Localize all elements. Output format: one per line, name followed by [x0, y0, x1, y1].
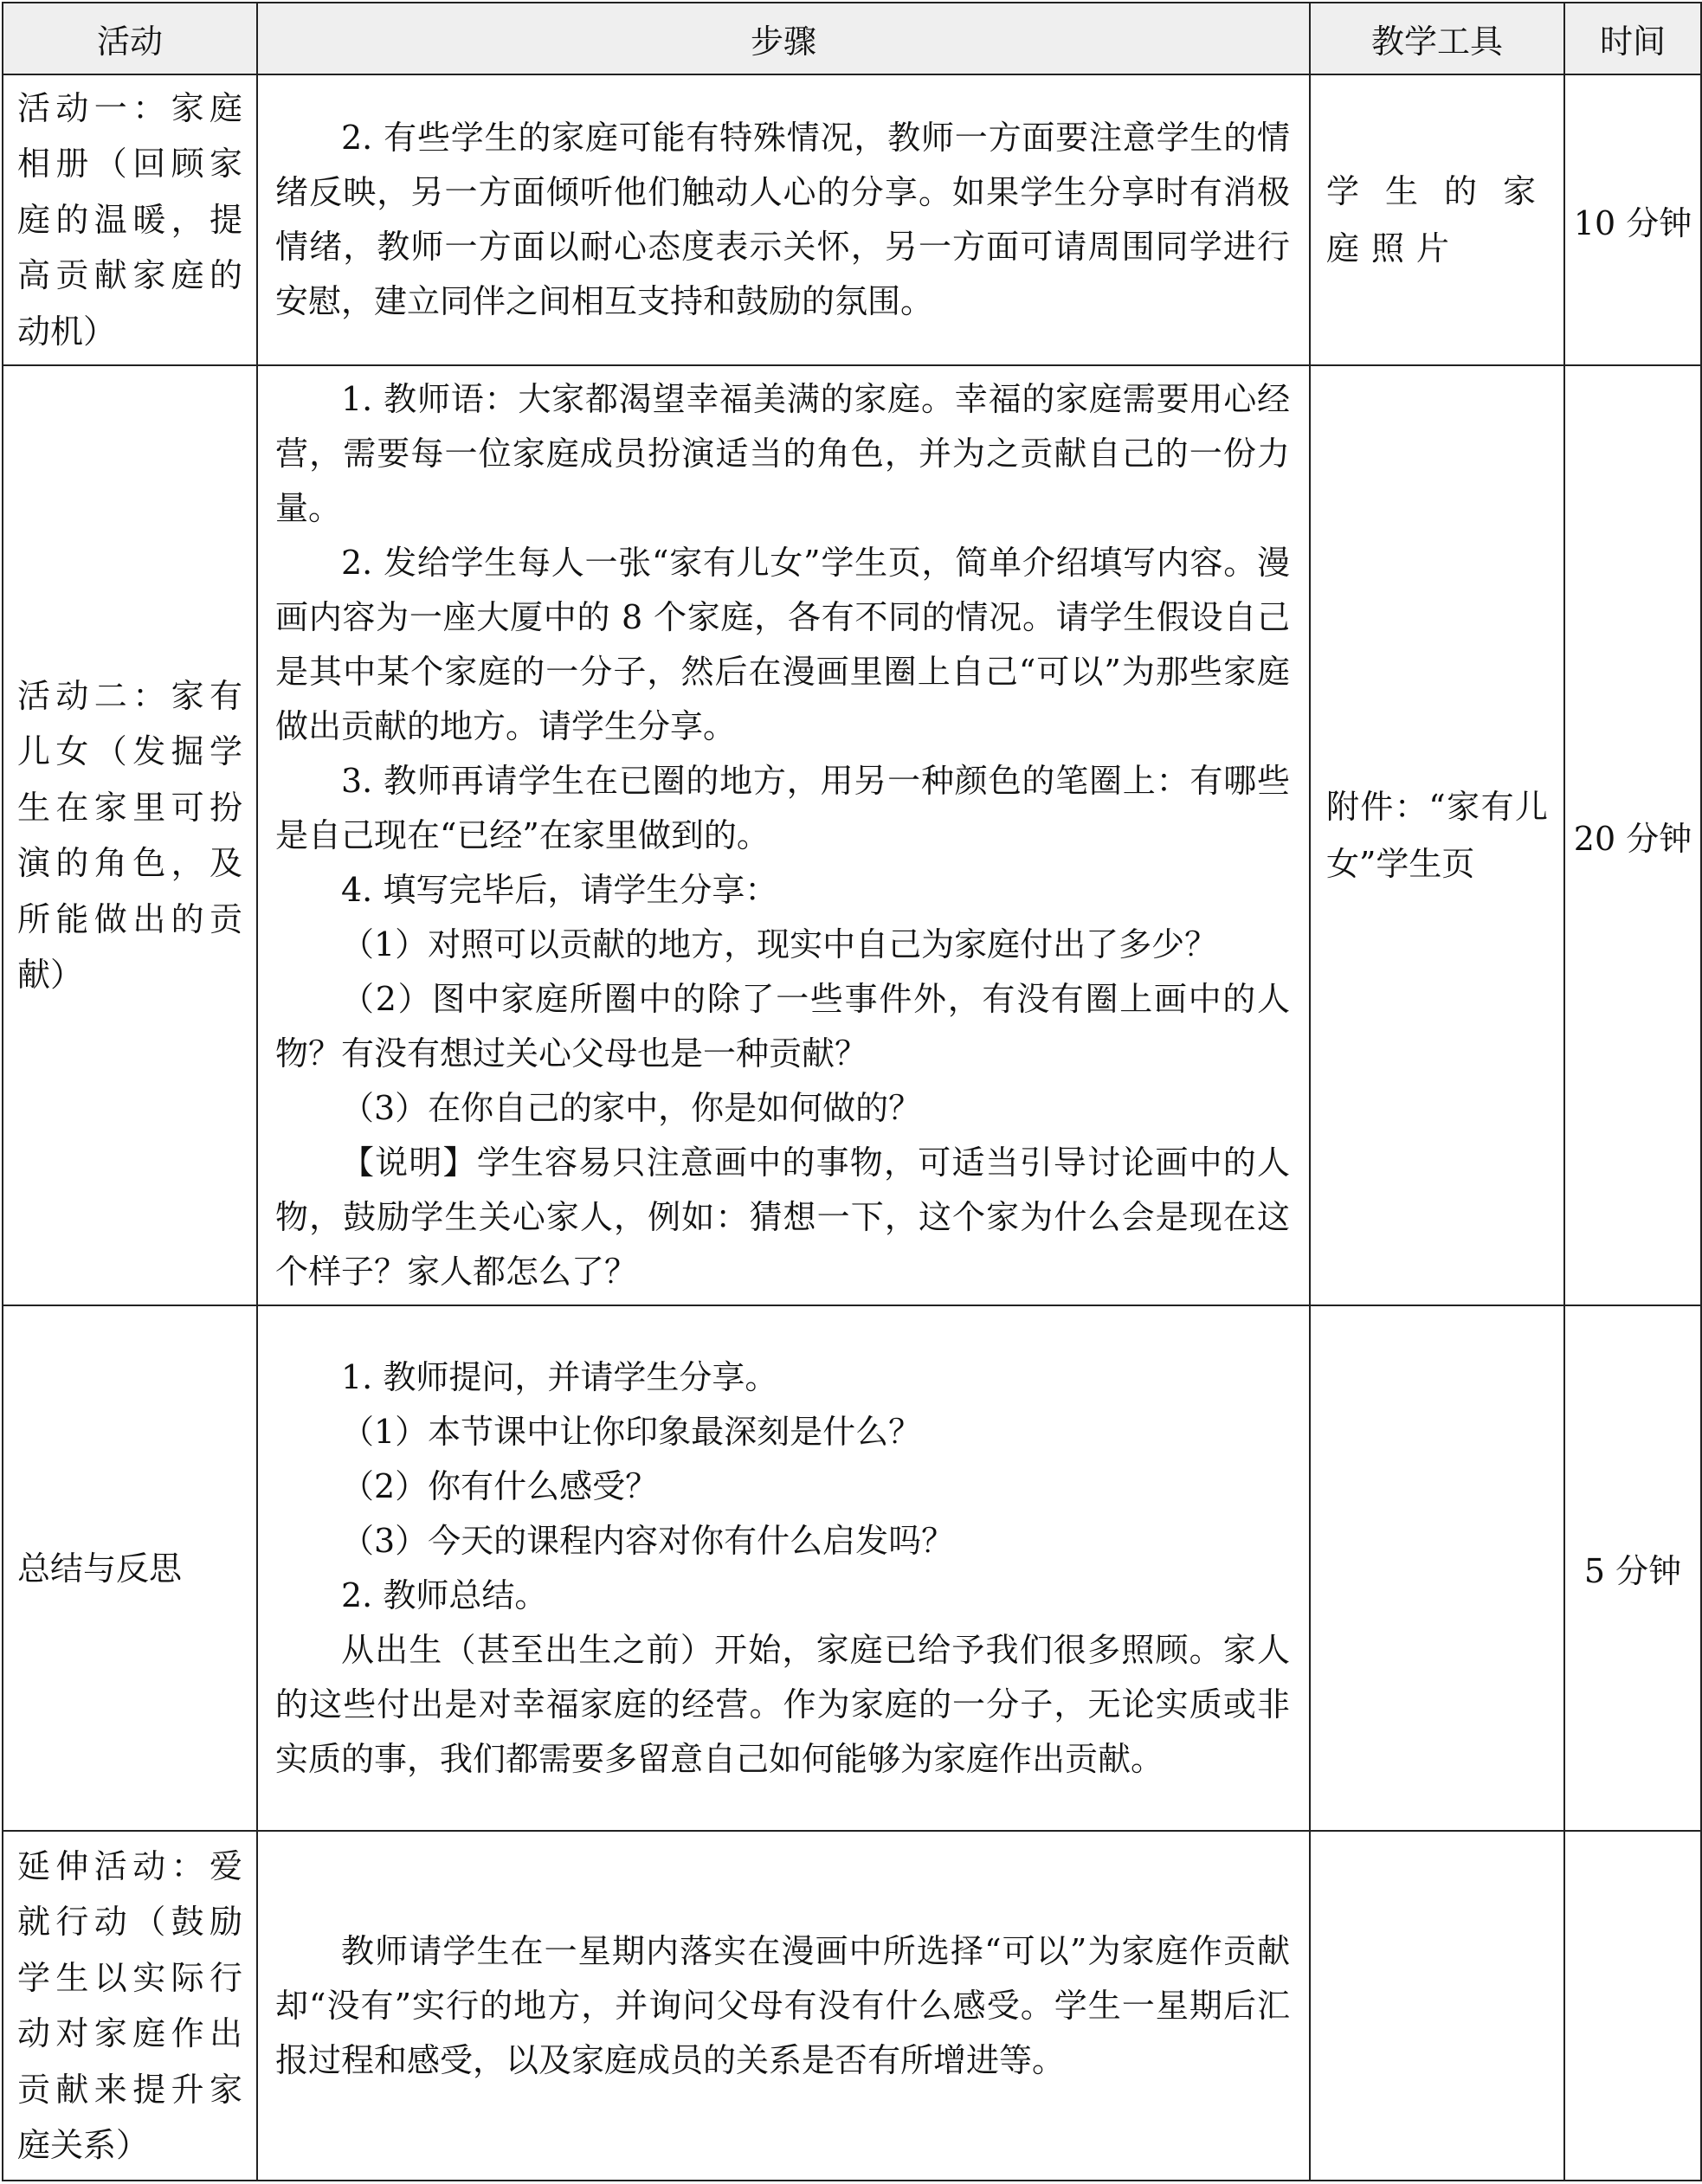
tools-cell	[1310, 1831, 1564, 2181]
step-paragraph: 2. 有些学生的家庭可能有特殊情况，教师一方面要注意学生的情绪反映，另一方面倾听他们触动人心的分享。如果学生分享时有消极情绪，教师一方面以耐心态度表示关怀，另一方面可请周围同学进行安慰，建立同伴之间相互支持和鼓励的氛围。	[275, 119, 1290, 320]
step-paragraph: 1. 教师提问，并请学生分享。	[341, 1357, 778, 1396]
step-paragraph: 2. 教师总结。	[341, 1575, 548, 1614]
header-row	[3, 3, 1701, 74]
table-row	[3, 1831, 1701, 2181]
time-cell: 10 分钟	[1564, 74, 1701, 365]
lesson-plan-table	[2, 2, 1702, 2181]
step-paragraph: 2. 发给学生每人一张“家有儿女”学生页，简单介绍填写内容。漫画内容为一座大厦中的 8 个家庭，各有不同的情况。请学生假设自己是其中某个家庭的一分子，然后在漫画里圈上自己“可以”为那些家庭做出贡献的地方。请学生分享。	[275, 543, 1290, 745]
steps-cell	[257, 1831, 1310, 2181]
tools-cell	[1310, 1305, 1564, 1831]
steps-cell	[257, 365, 1310, 1305]
table-row	[3, 365, 1701, 1305]
steps-cell	[257, 74, 1310, 365]
activity-cell: 活动一：家庭相册（回顾家庭的温暖，提高贡献家庭的动机）	[3, 74, 257, 365]
step-paragraph: 教师请学生在一星期内落实在漫画中所选择“可以”为家庭作贡献却“没有”实行的地方，并询问父母有没有什么感受。学生一星期后汇报过程和感受，以及家庭成员的关系是否有所增进等。	[275, 1931, 1290, 2079]
step-paragraph: （2）图中家庭所圈中的除了一些事件外，有没有圈上画中的人物？有没有想过关心父母也是一种贡献？	[275, 979, 1290, 1073]
header-time: 时间	[1564, 3, 1701, 74]
header-activity: 活动	[3, 3, 257, 74]
activity-cell: 延伸活动：爱就行动（鼓励学生以实际行动对家庭作出贡献来提升家庭关系）	[3, 1831, 257, 2181]
step-paragraph: （2）你有什么感受？	[341, 1466, 659, 1505]
steps-cell	[257, 1305, 1310, 1831]
time-cell	[1564, 1831, 1701, 2181]
activity-cell: 总结与反思	[3, 1305, 257, 1831]
step-paragraph: （1）对照可以贡献的地方，现实中自己为家庭付出了多少？	[341, 924, 1218, 963]
header-tools: 教学工具	[1310, 3, 1564, 74]
step-paragraph: （3）今天的课程内容对你有什么启发吗？	[341, 1521, 955, 1560]
time-cell: 20 分钟	[1564, 365, 1701, 1305]
header-steps: 步骤	[257, 3, 1310, 74]
step-paragraph: 1. 教师语：大家都渴望幸福美满的家庭。幸福的家庭需要用心经营，需要每一位家庭成员扮演适当的角色，并为之贡献自己的一份力量。	[275, 379, 1290, 527]
step-paragraph: 【说明】学生容易只注意画中的事物，可适当引导讨论画中的人物，鼓励学生关心家人，例如：猜想一下，这个家为什么会是现在这个样子？家人都怎么了？	[275, 1143, 1290, 1291]
activity-cell: 活动二：家有儿女（发掘学生在家里可扮演的角色，及所能做出的贡献）	[3, 365, 257, 1305]
step-paragraph: 从出生（甚至出生之前）开始，家庭已给予我们很多照顾。家人的这些付出是对幸福家庭的经营。作为家庭的一分子，无论实质或非实质的事，我们都需要多留意自己如何能够为家庭作出贡献。	[275, 1630, 1290, 1778]
tools-cell: 附件：“家有儿女”学生页	[1310, 365, 1564, 1305]
time-cell: 5 分钟	[1564, 1305, 1701, 1831]
step-paragraph: 4. 填写完毕后，请学生分享：	[341, 870, 778, 909]
tools-cell: 学生的家庭照片	[1310, 74, 1564, 365]
step-paragraph: （1）本节课中让你印象最深刻是什么？	[341, 1412, 922, 1451]
step-paragraph: （3）在你自己的家中，你是如何做的？	[341, 1088, 922, 1127]
table-row	[3, 1305, 1701, 1831]
table-row	[3, 74, 1701, 365]
step-paragraph: 3. 教师再请学生在已圈的地方，用另一种颜色的笔圈上：有哪些是自己现在“已经”在家里做到的。	[275, 761, 1290, 854]
